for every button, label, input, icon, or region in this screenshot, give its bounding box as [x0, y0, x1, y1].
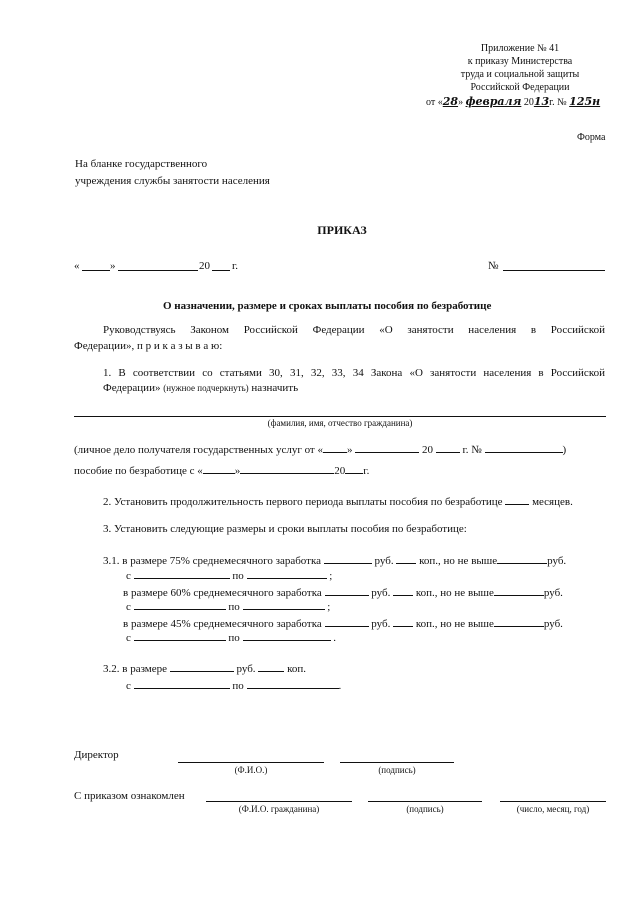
document-title: ПРИКАЗ — [317, 223, 367, 237]
item31-row-2-period — [126, 599, 330, 613]
citizen-fio-blank[interactable] — [206, 801, 352, 802]
month-blank[interactable] — [118, 270, 198, 271]
letterhead-line-1: На бланке государственного — [75, 158, 208, 170]
item2-line — [103, 494, 573, 508]
item1-federation: Федерации» — [103, 382, 161, 394]
row1-label: 3.1. в размере 75% среднемесячного заработка — [103, 555, 322, 567]
row2-kop-blank[interactable] — [393, 585, 413, 596]
acquainted-label: С приказом ознакомлен — [74, 790, 185, 802]
row2-label: в размере 60% среднемесячного заработка — [123, 587, 322, 599]
row3-label: в размере 45% среднемесячного заработка — [123, 618, 322, 630]
item32-kop-blank[interactable] — [258, 661, 284, 672]
intro-line-1: Руководствуясь Законом Российской Федерации «О занятости населения в Российской — [103, 324, 605, 336]
item2-text: 2. Установить продолжительность первого периода выплаты пособия по безработице — [103, 496, 503, 508]
row3-end: . — [333, 632, 337, 644]
item31-row-3 — [123, 616, 563, 630]
benefit-text-d: г. — [363, 465, 370, 477]
row1-max-blank[interactable] — [497, 553, 547, 564]
form-label: Форма — [577, 132, 606, 143]
row3-rub2: руб. — [543, 618, 563, 630]
benefit-text-c: 20 — [334, 465, 346, 477]
date-month-handwritten: февраля — [465, 95, 522, 108]
citizen-fio-caption: (Ф.И.О. гражданина) — [238, 804, 320, 814]
citizen-name-blank[interactable] — [74, 416, 606, 417]
citizen-sign-caption: (подпись) — [406, 804, 444, 814]
benefit-start-line — [74, 463, 369, 477]
date-year-prefix-text: 20 — [199, 260, 210, 272]
appendix-line-1: Приложение № 41 — [480, 43, 560, 54]
year-blank[interactable] — [212, 270, 230, 271]
row2-from: с — [126, 601, 131, 613]
date-day-handwritten: 28 — [442, 95, 459, 108]
date-open-quote: « — [74, 260, 80, 272]
citizen-name-caption: (фамилия, имя, отчество гражданина) — [267, 418, 413, 428]
item32-period — [126, 678, 341, 692]
row3-max-blank[interactable] — [494, 616, 544, 627]
row3-from-blank[interactable] — [134, 630, 226, 641]
item1-line-1: 1. В соответствии со статьями 30, 31, 32, 33, 34 Закона «О занятости населения в Российской — [103, 367, 605, 379]
item32-to-blank[interactable] — [247, 678, 339, 689]
case-month-blank[interactable] — [355, 442, 419, 453]
benefit-day-blank[interactable] — [203, 463, 235, 474]
date-close-quote: » — [110, 260, 116, 272]
item32-end: . — [338, 680, 342, 692]
item32-to: по — [232, 680, 244, 692]
row1-rub2: руб. — [547, 555, 567, 567]
row1-end: ; — [329, 570, 333, 582]
row2-rub2: руб. — [543, 587, 563, 599]
row1-kop: коп., но не выше — [419, 555, 498, 567]
item31-row-2 — [123, 585, 563, 599]
number-blank[interactable] — [503, 270, 605, 271]
row1-rub: руб. — [374, 555, 394, 567]
row2-to-blank[interactable] — [243, 599, 325, 610]
row3-rub: руб. — [371, 618, 391, 630]
row3-kop-blank[interactable] — [393, 616, 413, 627]
row1-rub-blank[interactable] — [324, 553, 372, 564]
row1-to: по — [232, 570, 244, 582]
item32-row — [103, 661, 306, 675]
benefit-text-a: пособие по безработице с « — [74, 465, 203, 477]
case-text-a: (личное дело получателя государственных услуг от « — [74, 444, 323, 456]
item1-hint: (нужное подчеркнуть) — [163, 383, 249, 393]
appendix-line-4: Российской Федерации — [470, 82, 570, 93]
letterhead-line-2: учреждения службы занятости населения — [75, 175, 270, 187]
appendix-date-line — [426, 96, 600, 108]
row2-end: ; — [327, 601, 331, 613]
row2-rub: руб. — [371, 587, 391, 599]
item32-rub-blank[interactable] — [170, 661, 234, 672]
item32-from-blank[interactable] — [134, 678, 230, 689]
date-year-suffix-text: г. — [232, 260, 239, 272]
director-sign-blank[interactable] — [340, 762, 454, 763]
appendix-line-3: труда и социальной защиты — [460, 69, 580, 80]
item32-kop: коп. — [287, 663, 306, 675]
item3-line: 3. Установить следующие размеры и сроки выплаты пособия по безработице: — [103, 523, 467, 535]
row3-from: с — [126, 632, 131, 644]
director-sign-caption: (подпись) — [378, 765, 416, 775]
item1-line-2 — [103, 383, 298, 394]
case-text-c: 20 — [422, 444, 433, 456]
date-mid: » — [458, 97, 464, 108]
item32-from: с — [126, 680, 131, 692]
item2-suffix: месяцев. — [532, 496, 573, 508]
row2-rub-blank[interactable] — [325, 585, 369, 596]
row2-max-blank[interactable] — [494, 585, 544, 596]
day-blank[interactable] — [82, 270, 110, 271]
row2-from-blank[interactable] — [134, 599, 226, 610]
row1-kop-blank[interactable] — [396, 553, 416, 564]
number-label: № — [488, 260, 499, 272]
date-year-suffix: г. № — [549, 97, 567, 108]
benefit-year-blank[interactable] — [345, 463, 363, 474]
appendix-line-2: к приказу Министерства — [467, 56, 573, 67]
row3-to: по — [228, 632, 240, 644]
row3-rub-blank[interactable] — [325, 616, 369, 627]
citizen-date-blank[interactable] — [500, 801, 606, 802]
row2-to: по — [228, 601, 240, 613]
row2-kop: коп., но не выше — [415, 587, 494, 599]
item31-row-1-period — [126, 568, 332, 582]
item32-label: 3.2. в размере — [103, 663, 167, 675]
date-year-handwritten: 13 — [533, 95, 550, 108]
case-text-d: г. № — [462, 444, 482, 456]
order-subject: О назначении, размере и сроках выплаты пособия по безработице — [163, 300, 492, 312]
director-fio-blank[interactable] — [178, 762, 324, 763]
months-blank[interactable] — [505, 494, 529, 505]
director-label: Директор — [74, 749, 119, 761]
case-number-blank[interactable] — [485, 442, 563, 453]
director-fio-caption: (Ф.И.О.) — [234, 765, 268, 775]
benefit-month-blank[interactable] — [240, 463, 334, 474]
row3-kop: коп., но не выше — [415, 618, 494, 630]
citizen-sign-blank[interactable] — [368, 801, 482, 802]
row3-to-blank[interactable] — [243, 630, 331, 641]
case-line — [74, 442, 566, 456]
date-number-handwritten: 125н — [569, 95, 601, 108]
item31-row-1 — [103, 553, 566, 567]
row1-from: с — [126, 570, 131, 582]
case-text-e: ) — [562, 444, 567, 456]
citizen-date-caption: (число, месяц, год) — [516, 804, 590, 814]
item31-row-3-period — [126, 630, 336, 644]
row1-to-blank[interactable] — [247, 568, 327, 579]
item1-assign: назначить — [251, 382, 299, 394]
case-text-b: » — [347, 444, 353, 456]
benefit-text-b: » — [234, 465, 241, 477]
case-day-blank[interactable] — [323, 442, 347, 453]
row1-from-blank[interactable] — [134, 568, 230, 579]
intro-line-2: Федерации», п р и к а з ы в а ю: — [74, 340, 223, 352]
date-prefix: от « — [426, 97, 443, 108]
item32-rub: руб. — [236, 663, 256, 675]
case-year-blank[interactable] — [436, 442, 460, 453]
date-year-prefix: 20 — [523, 97, 534, 108]
